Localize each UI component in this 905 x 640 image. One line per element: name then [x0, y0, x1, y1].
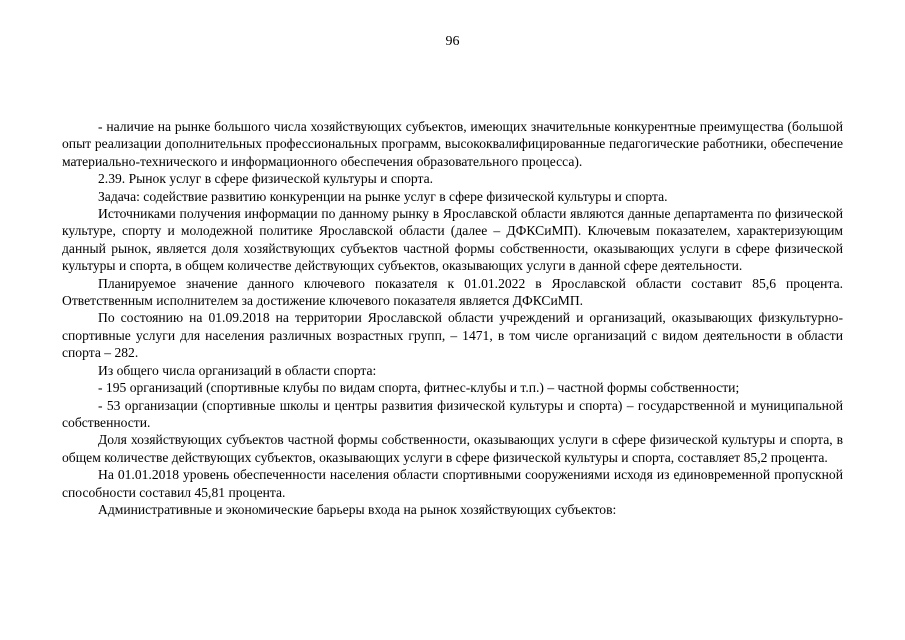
- paragraph-organizations-count: По состоянию на 01.09.2018 на территории Ярославской области учреждений и организаций, оказывающих физкультурно-спортивные услуги для населения различных возрастных групп, – 1471, в том числе организаций с видом деятельности в области спорта – 282.: [62, 310, 843, 361]
- paragraph-sport-organizations-intro: Из общего числа организаций в области спорта:: [98, 362, 377, 378]
- document-body: [62, 118, 843, 518]
- paragraph-facilities-provision: На 01.01.2018 уровень обеспеченности населения области спортивными сооружениями исходя из единовременной пропускной способности составил 45,81 процента.: [62, 467, 843, 500]
- paragraph-competitive-advantages: - наличие на рынке большого числа хозяйствующих субъектов, имеющих значительные конкурентные преимущества (большой опыт реализации дополнительных профессиональных программ, высококвалифицированные педагогические работники, обеспечение материально-технического и информационного обеспечения образовательного процесса).: [62, 119, 843, 169]
- paragraph-task: Задача: содействие развитию конкуренции на рынке услуг в сфере физической культуры и спорта.: [98, 188, 668, 204]
- page-number: 96: [445, 34, 460, 49]
- section-heading-2-39: 2.39. Рынок услуг в сфере физической культуры и спорта.: [98, 171, 434, 187]
- paragraph-private-share: Доля хозяйствующих субъектов частной формы собственности, оказывающих услуги в сфере физической культуры и спорта, в общем количестве действующих субъектов, оказывающих услуги в сфере физической культуры и спорта, составляет 85,2 процента.: [62, 432, 843, 465]
- paragraph-information-sources: Источниками получения информации по данному рынку в Ярославской области являются данные департамента по физической культуре, спорту и молодежной политике Ярославской области (далее – ДФКСиМП). Ключевым показателем, характеризующим данный рынок, является доля хозяйствующих субъектов частной формы собственности, оказывающих услуги в сфере физической культуры и спорта, в общем количестве действующих субъектов, оказывающих услуги в данной сфере деятельности.: [62, 206, 843, 274]
- paragraph-planned-value: Планируемое значение данного ключевого показателя к 01.01.2022 в Ярославской области составит 85,6 процента. Ответственным исполнителем за достижение ключевого показателя является ДФКСиМП.: [62, 275, 843, 309]
- list-item-public-organizations: - 53 организации (спортивные школы и центры развития физической культуры и спорта) – государственной и муниципальной собственности.: [62, 397, 843, 430]
- paragraph-barriers: Административные и экономические барьеры входа на рынок хозяйствующих субъектов:: [98, 501, 617, 517]
- list-item-private-organizations: - 195 организаций (спортивные клубы по видам спорта, фитнес-клубы и т.п.) – частной формы собственности;: [98, 380, 740, 396]
